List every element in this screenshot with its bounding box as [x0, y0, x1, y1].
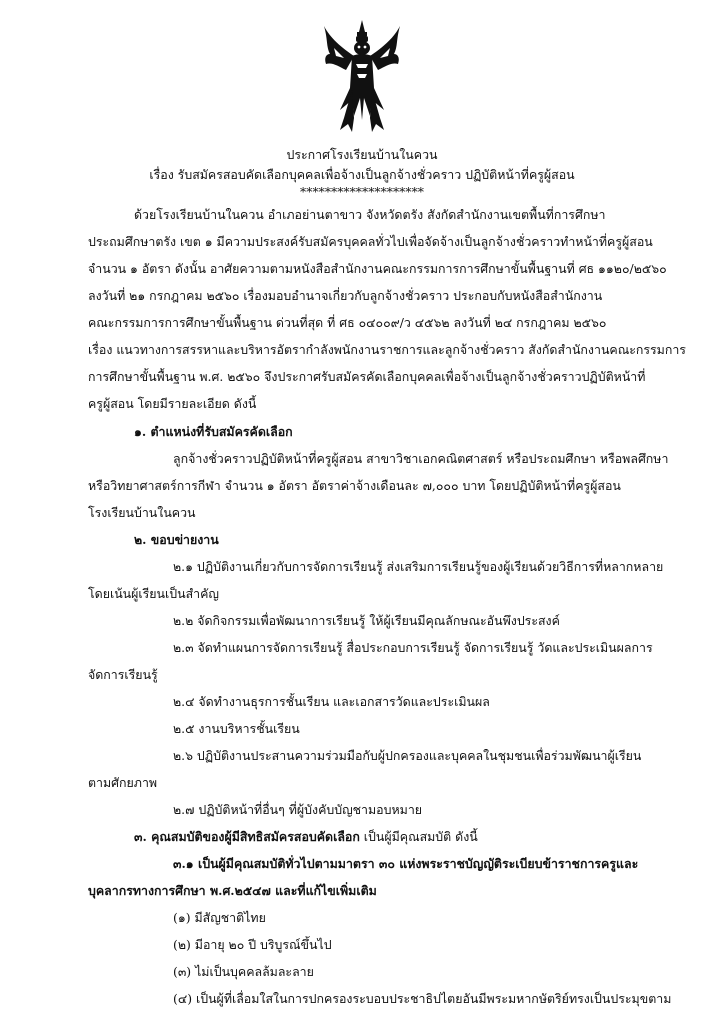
section-line: หรือวิทยาศาสตร์การกีฬา จำนวน ๑ อัตรา อัตราค่าจ้างเดือนละ ๗,๐๐๐ บาท โดยปฏิบัติหน้าที่ครูผู้สอน [88, 478, 621, 493]
section-line: ลูกจ้างชั่วคราวปฏิบัติหน้าที่ครูผู้สอน สาขาวิชาเอกคณิตศาสตร์ หรือประถมศึกษา หรือพลศึกษา [173, 451, 669, 466]
list-item: ๒.๗ ปฏิบัติหน้าที่อื่นๆ ที่ผู้บังคับบัญชามอบหมาย [173, 802, 423, 817]
section-heading-bold: ๓. คุณสมบัติของผู้มีสิทธิสมัครสอบคัดเลือก [134, 829, 360, 844]
intro-line: ประถมศึกษาตรัง เขต ๑ มีความประสงค์รับสมัครบุคคลทั่วไปเพื่อจัดจ้างเป็นลูกจ้างชั่วคราวทำหน้าที่ครูผู้สอน [88, 234, 653, 249]
list-item: จัดการเรียนรู้ [88, 667, 158, 682]
list-item: ๒.๓ จัดทำแผนการจัดการเรียนรู้ สื่อประกอบการเรียนรู้ จัดการเรียนรู้ วัดและประเมินผลการ [173, 640, 653, 655]
intro-line: การศึกษาขั้นพื้นฐาน พ.ศ. ๒๕๖๐ จึงประกาศรับสมัครคัดเลือกบุคคลเพื่อจ้างเป็นลูกจ้างชั่วคราวปฏิบัติหน้าที่ [88, 369, 646, 384]
section-heading: ๑. ตำแหน่งที่รับสมัครคัดเลือก [134, 424, 293, 439]
intro-line: ครูผู้สอน โดยมีรายละเอียด ดังนี้ [88, 396, 257, 411]
intro-line: จำนวน ๑ อัตรา ดังนั้น อาศัยความตามหนังสือสำนักงานคณะกรรมการการศึกษาขั้นพื้นฐานที่ ศธ ๑๑๒๐/๒๕๖๐ [88, 261, 667, 276]
section-heading-rest: เป็นผู้มีคุณสมบัติ ดังนี้ [359, 829, 478, 844]
list-item: (๑) มีสัญชาติไทย [173, 910, 266, 925]
list-item: (๓) ไม่เป็นบุคคลล้มละลาย [173, 964, 314, 979]
garuda-emblem-icon [322, 18, 402, 136]
intro-line: เรื่อง แนวทางการสรรหาและบริหารอัตรากำลังพนักงานราชการและลูกจ้างชั่วคราว สังกัดสำนักงานคณะกรรมการ [88, 342, 686, 357]
list-item: ๒.๕ งานบริหารชั้นเรียน [173, 721, 300, 736]
intro-line: ด้วยโรงเรียนบ้านในควน อำเภอย่านตาขาว จังหวัดตรัง สังกัดสำนักงานเขตพื้นที่การศึกษา [134, 207, 606, 222]
list-item: ๒.๒ จัดกิจกรรมเพื่อพัฒนาการเรียนรู้ ให้ผู้เรียนมีคุณลักษณะอันพึงประสงค์ [173, 613, 560, 628]
list-item: ๒.๑ ปฏิบัติงานเกี่ยวกับการจัดการเรียนรู้ ส่งเสริมการเรียนรู้ของผู้เรียนด้วยวิธีการที่หลากหลาย [173, 559, 664, 574]
section-heading [134, 829, 478, 845]
announcement-title: ประกาศโรงเรียนบ้านในควน [286, 147, 438, 162]
section-heading: ๒. ขอบข่ายงาน [134, 532, 219, 547]
sub-heading: ๓.๑ เป็นผู้มีคุณสมบัติทั่วไปตามมาตรา ๓๐ แห่งพระราชบัญญัติระเบียบข้าราชการครูและ [173, 856, 639, 871]
intro-line: ลงวันที่ ๒๑ กรกฎาคม ๒๕๖๐ เรื่องมอบอำนาจเกี่ยวกับลูกจ้างชั่วคราว ประกอบกับหนังสือสำนักงาน [88, 288, 603, 303]
title-separator: ******************** [300, 184, 424, 199]
list-item: ๒.๔ จัดทำงานธุรการชั้นเรียน และเอกสารวัดและประเมินผล [173, 694, 490, 709]
list-item: (๔) เป็นผู้ที่เลื่อมใสในการปกครองระบอบประชาธิปไตยอันมีพระมหากษัตริย์ทรงเป็นประมุขตาม [173, 991, 672, 1006]
announcement-subject: เรื่อง รับสมัครสอบคัดเลือกบุคคลเพื่อจ้างเป็นลูกจ้างชั่วคราว ปฏิบัติหน้าที่ครูผู้สอน [149, 167, 575, 182]
intro-line: คณะกรรมการการศึกษาขั้นพื้นฐาน ด่วนที่สุด ที่ ศธ ๐๔๐๐๙/ว ๔๕๖๒ ลงวันที่ ๒๔ กรกฎาคม ๒๕๖๐ [88, 315, 607, 330]
section-line: โรงเรียนบ้านในควน [88, 505, 196, 520]
list-item: ตามศักยภาพ [88, 775, 158, 790]
list-item: (๒) มีอายุ ๒๐ ปี บริบูรณ์ขึ้นไป [173, 937, 332, 952]
sub-heading: บุคลากรทางการศึกษา พ.ศ.๒๕๔๗ และที่แก้ไขเพิ่มเติม [88, 883, 377, 898]
list-item: ๒.๖ ปฏิบัติงานประสานความร่วมมือกับผู้ปกครองและบุคคลในชุมชนเพื่อร่วมพัฒนาผู้เรียน [173, 748, 642, 763]
list-item: โดยเน้นผู้เรียนเป็นสำคัญ [88, 586, 219, 601]
